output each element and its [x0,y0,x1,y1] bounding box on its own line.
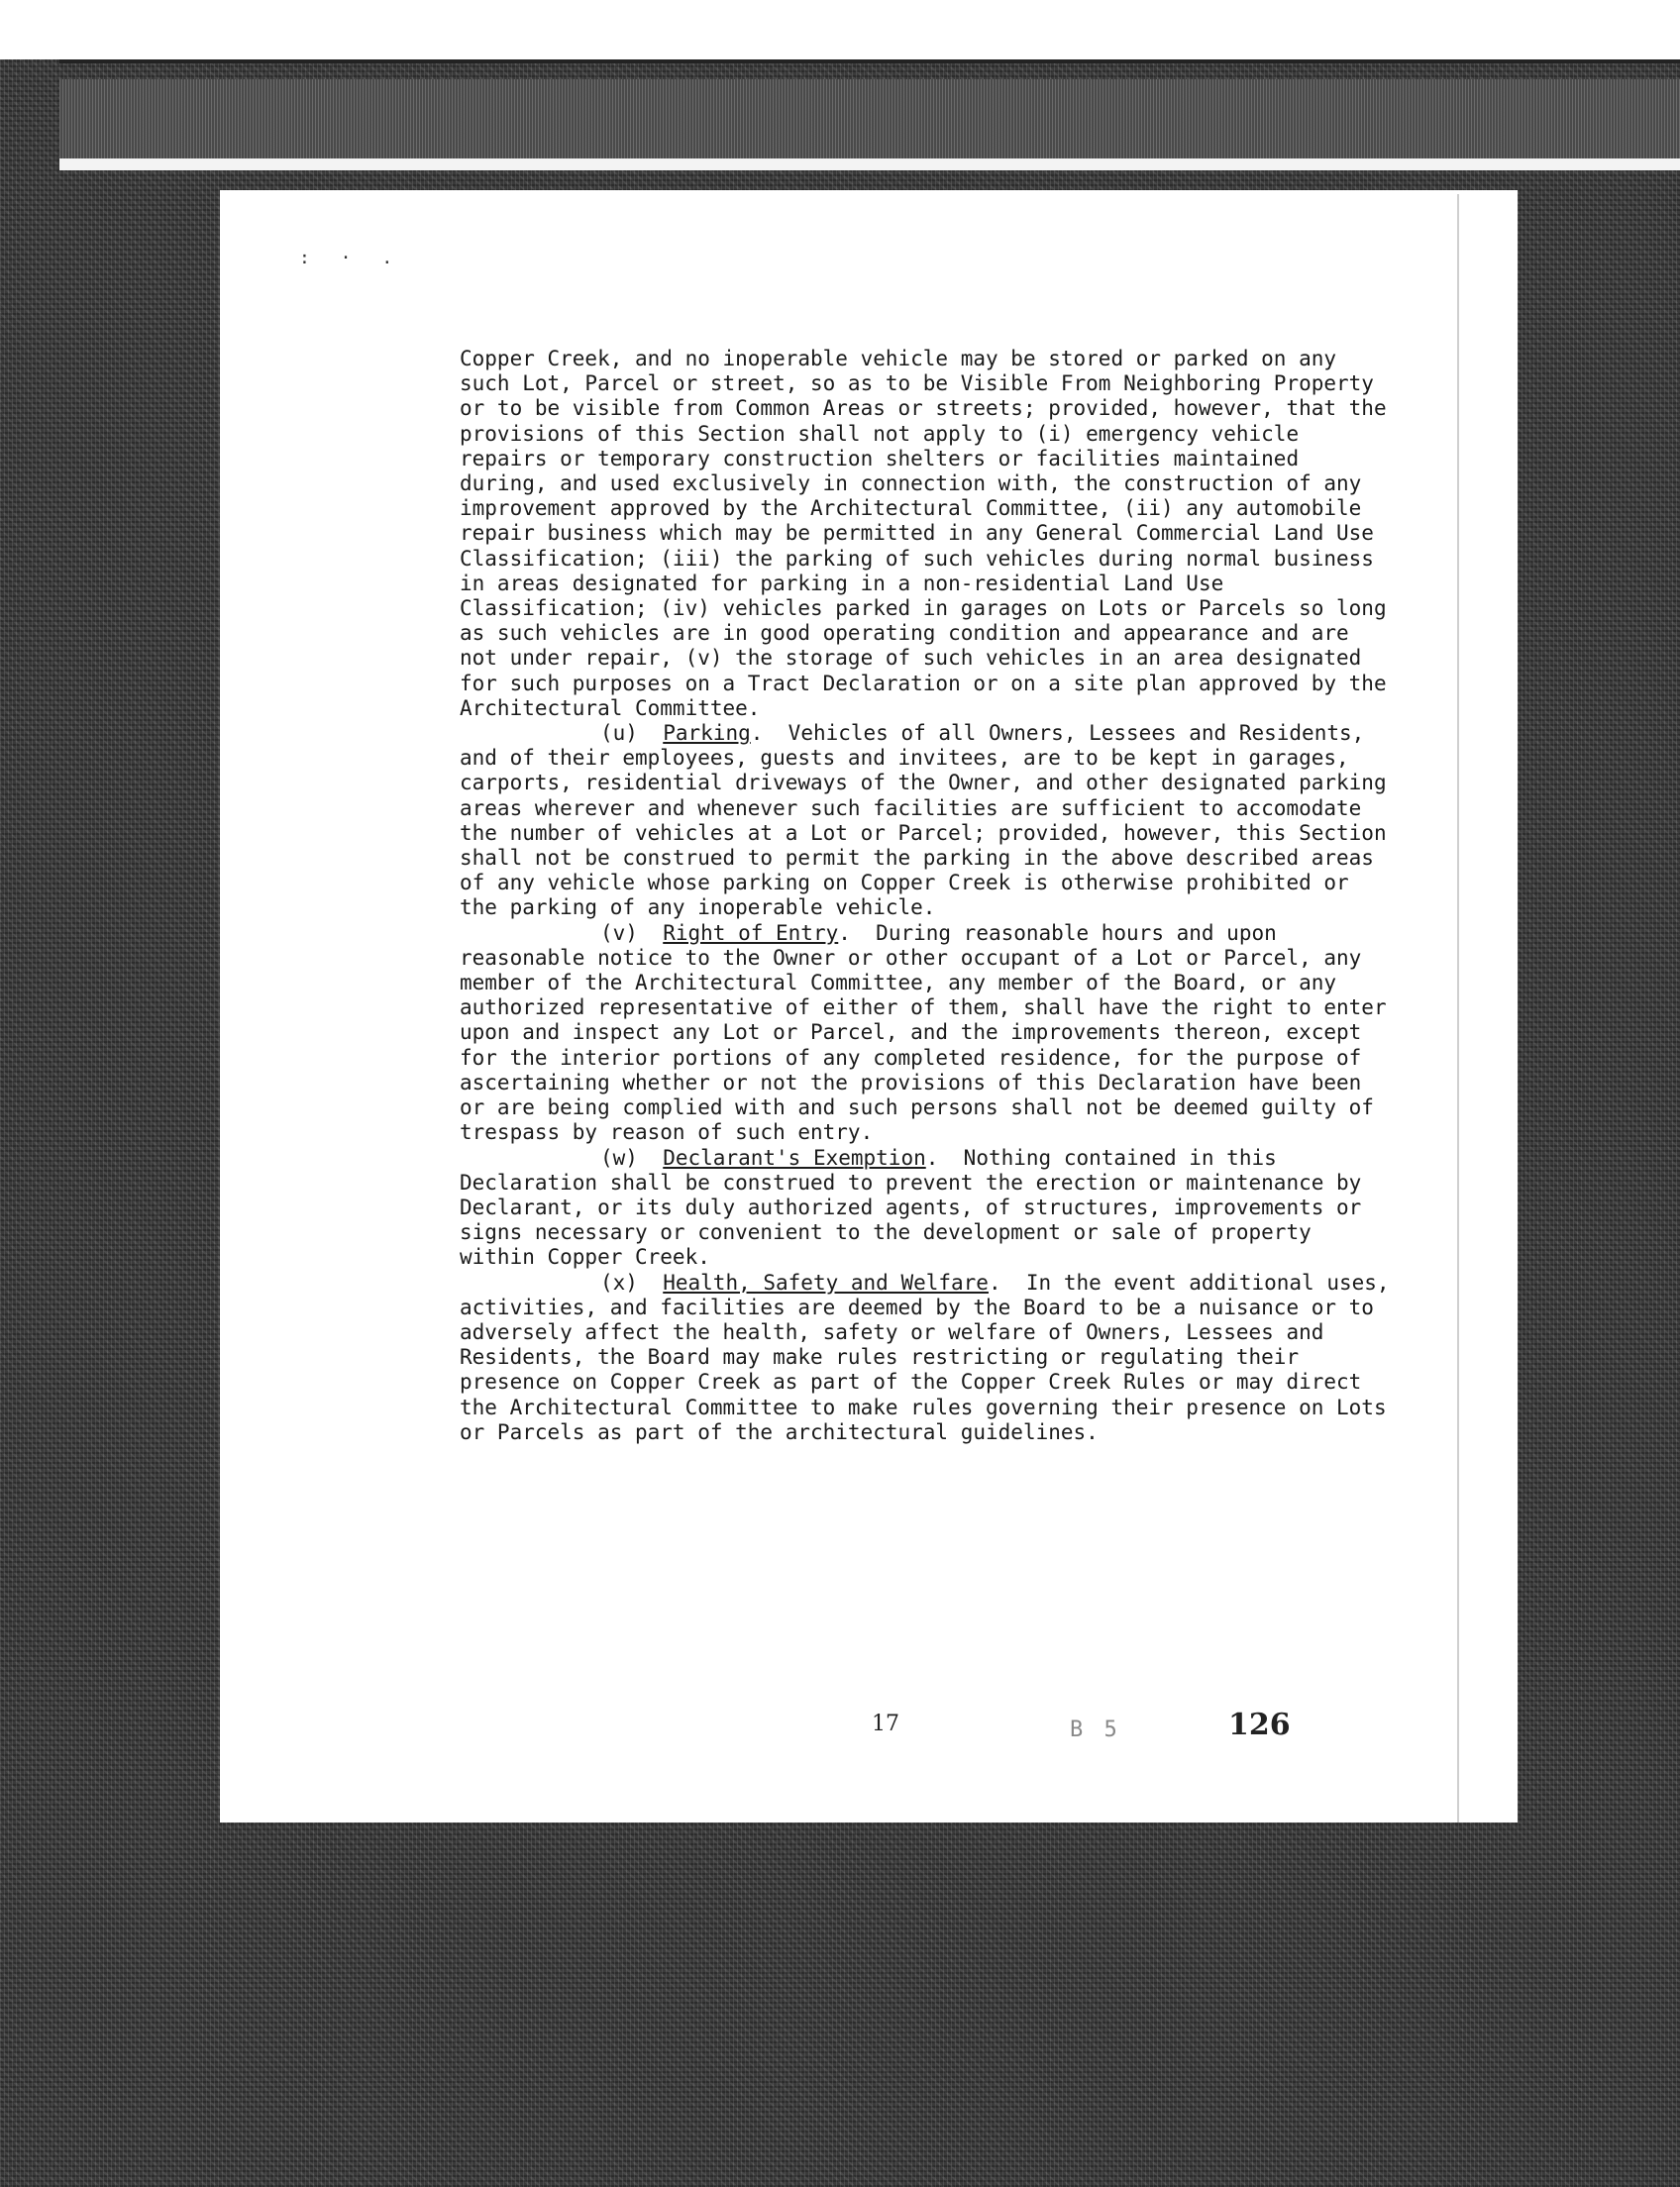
paragraph-text: . In the event additional uses, activities, and facilities are deemed by the Board to be a nuisance or to adversely affect the health, safety or welfare of Owners, Lessees and Residents, the Board may make rules restricting or regulating their presence on Copper Creek as part of the Copper Creek Rules or may direct the Architectural Committee to make rules governing their presence on Lots or Parcels as part of the architectural guidelines. [460,1270,1403,1444]
paragraph-text: . Vehicles of all Owners, Lessees and Residents, and of their employees, guests and invitees, are to be kept in garages, carports, residential driveways of the Owner, and other designated parking areas wherever and whenever such facilities are sufficient to accomodate the number of vehicles at a Lot or Parcel; provided, however, this Section shall not be construed to permit the parking in the above described areas of any vehicle whose parking on Copper Creek is otherwise prohibited or the parking of any inoperable vehicle. [460,721,1400,920]
paragraph-v [460,920,1400,1146]
section-heading: Right of Entry [663,920,839,945]
paragraph-text: . Nothing contained in this Declaration shall be construed to prevent the erection or maintenance by Declarant, or its duly authorized agents, of structures, improvements or signs necessary or convenient to the development or sale of property within Copper Creek. [460,1145,1374,1270]
section-heading: Health, Safety and Welfare [663,1270,989,1295]
scan-gap [59,158,1680,170]
paragraph-text: . During reasonable hours and upon reasonable notice to the Owner or other occupant of a Lot or Parcel, any member of the Architectural Committee, any member of the Board, or any authorized representative of either of them, shall have the right to enter upon and inspect any Lot or Parcel, and the improvements thereon, except for the interior portions of any completed residence, for the purpose of ascertaining whether or not the provisions of this Declaration have been or are being complied with and such persons shall not be deemed guilty of trespass by reason of such entry. [460,920,1400,1145]
scan-noise-band [59,79,1680,168]
top-margin [0,0,1680,59]
paragraph-w [460,1146,1391,1271]
paragraph-text: Copper Creek, and no inoperable vehicle may be stored or parked on any such Lot, Parcel or street, so as to be Visible From Neighboring Property or to be visible from Common Areas or streets; provided, however, that the provisions of this Section shall not apply to (i) emergency vehicle repairs or temporary construction shelters or facilities maintained during, and used exclusively in connection with, the construction of any improvement approved by the Architectural Committee, (ii) any automobile repair business which may be permitted in any General Commercial Land Use Classification; (iii) the parking of such vehicles during normal business in areas designated for parking in a non-residential Land Use Classification; (iv) vehicles parked in garages on Lots or Parcels so long as such vehicles are in good operating condition and appearance and are not under repair, (v) the storage of such vehicles in an area designated for such purposes on a Tract Declaration or on a site plan approved by the Architectural Committee. [460,347,1400,720]
section-label: (u) [600,721,638,746]
paragraph-t-continued [460,347,1400,721]
section-label: (v) [600,920,638,945]
recording-page-number: 126 [1228,1708,1291,1742]
book-stamp: B 5 [1070,1718,1121,1742]
paragraph-x [460,1270,1403,1445]
corner-specks: : · . [299,248,403,268]
section-heading: Declarant's Exemption [663,1145,926,1170]
page-number: 17 [872,1712,899,1736]
paragraph-u [460,721,1400,921]
top-rule [59,59,1680,63]
section-label: (x) [600,1270,638,1295]
document-body [460,347,1403,1445]
section-heading: Parking [663,721,751,746]
section-label: (w) [600,1145,638,1170]
right-margin-line [1457,194,1459,1822]
